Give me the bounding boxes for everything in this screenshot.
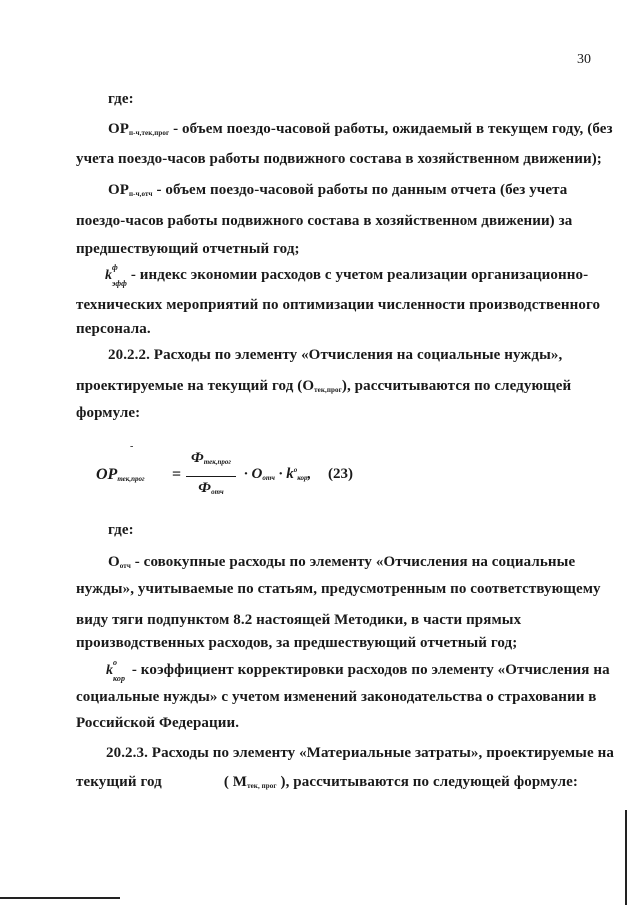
formula-denominator: $Ф_{отч}$ [198,480,224,496]
paragraph-line: проектируемые на текущий год $(О_{тек,прог})$, рассчитываются по следующей [76,378,572,394]
paragraph-line: текущий год ( $М_{тек, прог}$ ), рассчитываются по следующей формуле: [76,774,578,790]
formula-lhs: $OP_{тек,прог}$ [96,466,145,483]
paragraph-line: производственных расходов, за предшествующий отчетный год; [76,635,518,651]
formula-23 [96,450,396,500]
where-label-2: где: [108,522,134,538]
formula-factors: · $O_{отч} \cdot k^о_{кор}$, [244,466,312,482]
definition-k-kor: k о кор - коэффициент корректировки расходов по элементу «Отчисления на [106,658,610,683]
definition-o-otch: $О_{отч}$ - совокупные расходы по элементу «Отчисления на социальные [108,554,576,570]
fraction-bar [186,476,236,477]
definition-or-pch-otch: $ОР_{п-ч,отч}$ - объем поездо-часовой работы по данным отчета (без учета [108,182,568,198]
formula-numerator: $Ф_{тек,прог}$ [191,450,231,466]
section-20-2-3-heading: 20.2.3. Расходы по элементу «Материальные затраты», проектируемые на [106,745,614,761]
scan-edge-line [625,810,627,905]
formula-equals: = [172,466,182,483]
definition-k-eff: k ф эфф - индекс экономии расходов с учетом реализации организационно- [105,263,589,288]
paragraph-line: персонала. [76,321,151,337]
page-number: 30 [577,52,591,67]
stray-mark: - [130,441,134,452]
section-20-2-2-heading: 20.2.2. Расходы по элементу «Отчисления на социальные нужды», [108,347,563,363]
k-kor-symbol: k о кор [106,658,126,683]
scan-bottom-line [0,897,120,899]
paragraph-line: нужды», учитываемые по статьям, предусмотренным по соответствующему [76,581,601,597]
paragraph-line: Российской Федерации. [76,715,240,731]
paragraph-line: формуле: [76,405,141,421]
paragraph-line: социальные нужды» с учетом изменений законодательства о страховании в [76,689,597,705]
paragraph-line: поездо-часов работы подвижного состава в хозяйственном движении) за [76,213,573,229]
paragraph-line: технических мероприятий по оптимизации численности производственного [76,297,601,313]
definition-or-pch-tek-prog: $ОР_{п-ч,тек,прог}$ - объем поездо-часовой работы, ожидаемый в текущем году, (без [108,121,613,137]
paragraph-line: учета поездо-часов работы подвижного состава в хозяйственном движении); [76,151,602,167]
where-label-1: где: [108,91,134,107]
paragraph-line: предшествующий отчетный год; [76,241,300,257]
formula-number: (23) [328,466,353,482]
k-eff-symbol: k ф эфф [105,263,127,288]
paragraph-line: виду тяги подпунктом 8.2 настоящей Методики, в части прямых [76,612,522,628]
